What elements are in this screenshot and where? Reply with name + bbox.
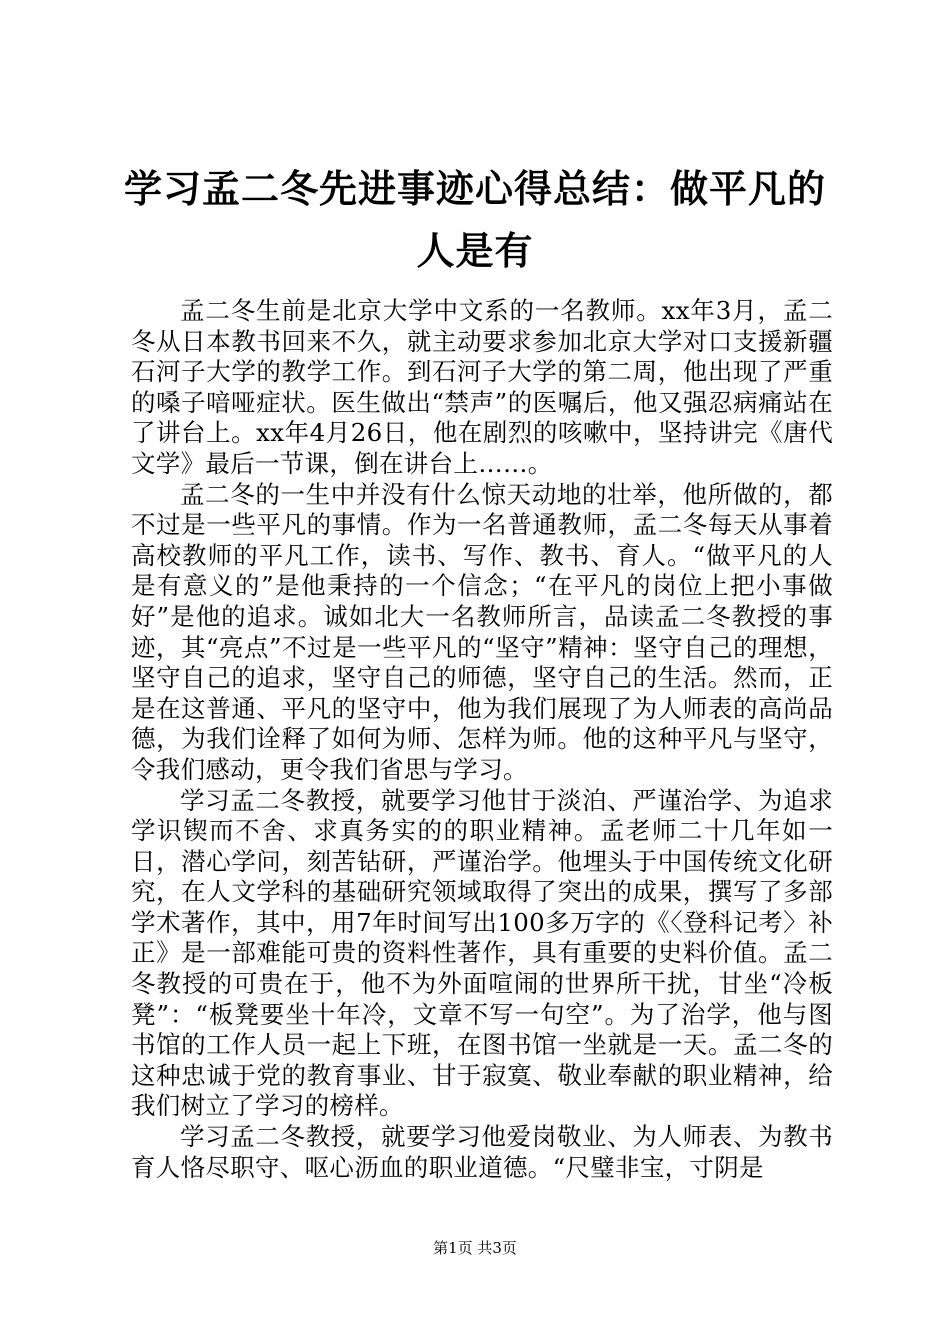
page-number-footer: 第1页 共3页	[433, 1239, 517, 1257]
paragraph: 孟二冬的一生中并没有什么惊天动地的壮举，他所做的，都不过是一些平凡的事情。作为一名普通教师，孟二冬每天从事着高校教师的平凡工作，读书、写作、教书、育人。“做平凡的人是有意义的”是他秉持的一个信念；“在平凡的岗位上把小事做好”是他的追求。诚如北大一名教师所言，品读孟二冬教授的事迹，其“亮点”不过是一些平凡的“坚守”精神：坚守自己的理想，坚守自己的追求，坚守自己的师德，坚守自己的生活。然而，正是在这普通、平凡的坚守中，他为我们展现了为人师表的高尚品德，为我们诠释了如何为师、怎样为师。他的这种平凡与坚守，令我们感动，更令我们省思与学习。	[131, 479, 833, 784]
page-title: 学习孟二冬先进事迹心得总结：做平凡的人是有	[123, 167, 826, 273]
paragraph: 学习孟二冬教授，就要学习他甘于淡泊、严谨治学、为追求学识锲而不舍、求真务实的的职业精神。孟老师二十几年如一日，潜心学问，刻苦钻研，严谨治学。他埋头于中国传统文化研究，在人文学科的基础研究领域取得了突出的成果，撰写了多部学术著作，其中，用7年时间写出100多万字的《〈登科记考〉补正》是一部难能可贵的资料性著作，具有重要的史料价值。孟二冬教授的可贵在于，他不为外面喧闹的世界所干扰，甘坐“冷板凳”：“板凳要坐十年冷，文章不写一句空”。为了治学，他与图书馆的工作人员一起上下班，在图书馆一坐就是一天。孟二冬的这种忠诚于党的教育事业、甘于寂寞、敬业奉献的职业精神，给我们树立了学习的榜样。	[131, 785, 834, 1121]
document-body	[131, 296, 833, 1183]
paragraph: 孟二冬生前是北京大学中文系的一名教师。xx年3月，孟二冬从日本教书回来不久，就主动要求参加北京大学对口支援新疆石河子大学的教学工作。到石河子大学的第二周，他出现了严重的嗓子喑哑症状。医生做出“禁声”的医嘱后，他又强忍病痛站在了讲台上。xx年4月26日，他在剧烈的咳嗽中，坚持讲完《唐代文学》最后一节课，倒在讲台上……。	[131, 296, 833, 478]
paragraph: 学习孟二冬教授，就要学习他爱岗敬业、为人师表、为教书育人恪尽职守、呕心沥血的职业道德。“尺璧非宝，寸阴是	[131, 1122, 833, 1182]
